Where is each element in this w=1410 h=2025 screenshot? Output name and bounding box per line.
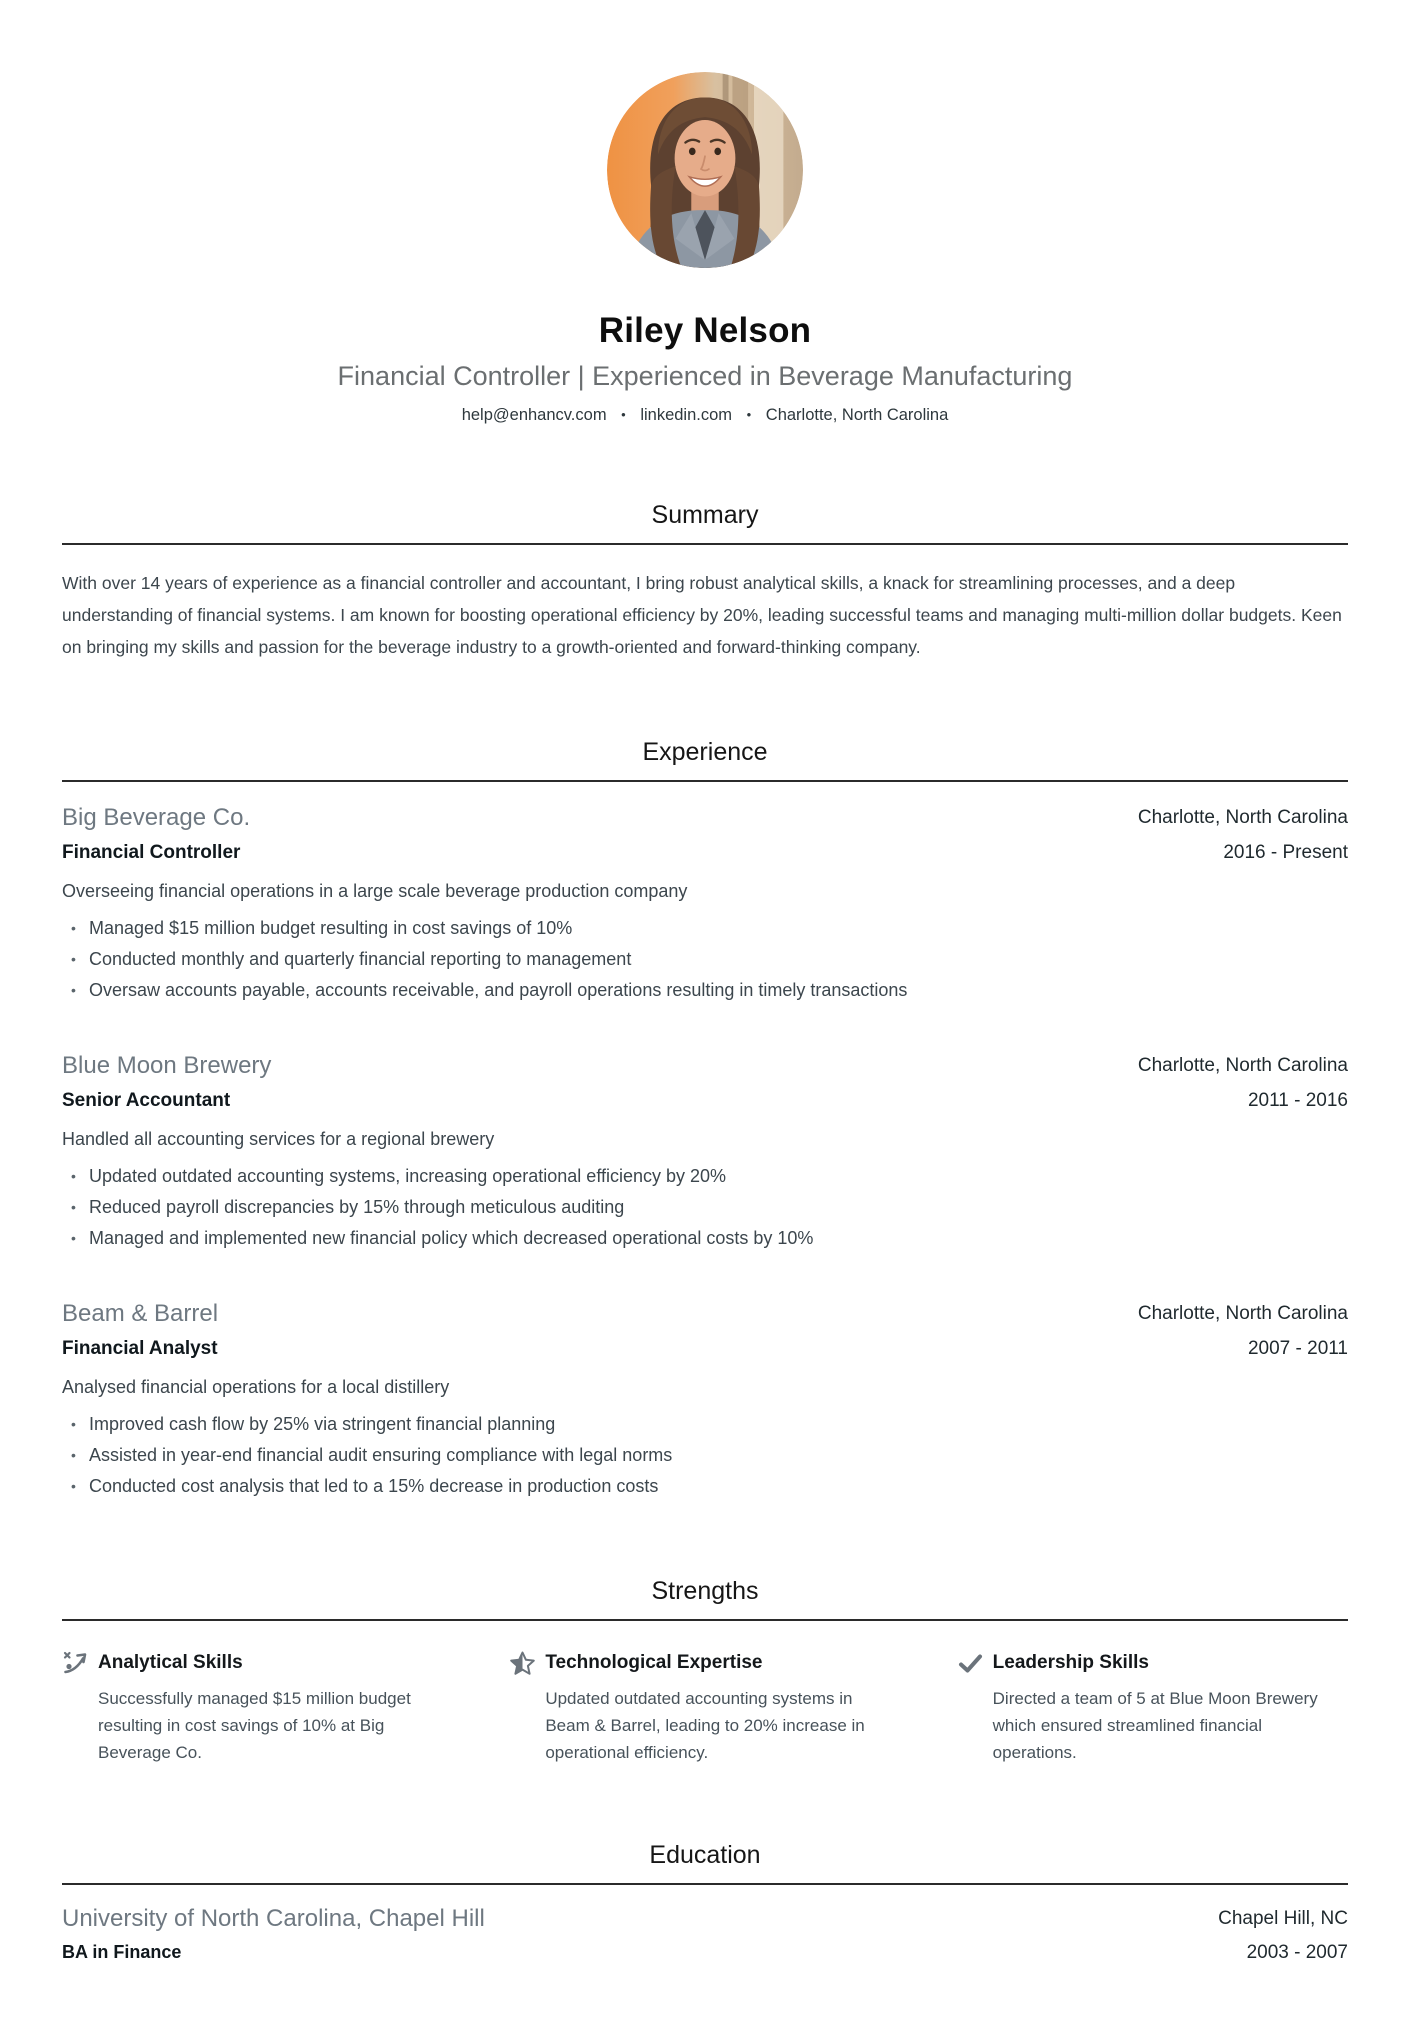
strength-title: Leadership Skills (992, 1652, 1149, 1673)
company-name: Blue Moon Brewery (62, 1052, 272, 1079)
job-dates: 2011 - 2016 (1247, 1090, 1348, 1111)
job-bullets (62, 913, 1348, 1006)
job-description: Analysed financial operations for a local distillery (62, 1377, 450, 1397)
job-bullet: • Managed and implemented new financial policy which decreased operational costs by 10% (62, 1223, 1348, 1254)
strength-body (993, 1649, 1348, 1766)
job-location: Charlotte, North Carolina (1137, 1055, 1348, 1076)
contact-email[interactable]: help@enhancv.com (461, 406, 607, 424)
job-bullet: • Managed $15 million budget resulting in cost savings of 10% (62, 913, 1348, 944)
strength-text: Directed a team of 5 at Blue Moon Brewery which ensured streamlined financial operations. (992, 1689, 1318, 1762)
strength-item (509, 1649, 900, 1766)
job-role: Financial Controller (62, 842, 241, 863)
resume-header (62, 72, 1348, 426)
job-role: Financial Analyst (62, 1338, 218, 1359)
experience-heading: Experience (642, 738, 768, 766)
job-left (62, 802, 250, 866)
job-location: Charlotte, North Carolina (1137, 807, 1348, 828)
strengths-heading: Strengths (651, 1577, 759, 1605)
contact-location: Charlotte, North Carolina (765, 406, 949, 424)
section-divider (62, 543, 1348, 545)
strength-body (545, 1649, 900, 1766)
section-education (62, 1840, 1348, 1965)
job-location: Charlotte, North Carolina (1137, 1303, 1348, 1324)
job-bullets (62, 1409, 1348, 1502)
company-name: Big Beverage Co. (62, 804, 251, 831)
job-role: Senior Accountant (62, 1090, 231, 1111)
section-strengths (62, 1576, 1348, 1766)
strength-item (957, 1649, 1348, 1766)
job-bullet: • Assisted in year-end financial audit ensuring compliance with legal norms (62, 1440, 1348, 1471)
experience-item (62, 802, 1348, 1006)
strength-title: Technological Expertise (545, 1652, 763, 1673)
job-bullet: • Oversaw accounts payable, accounts receivable, and payroll operations resulting in timely transactions (62, 975, 1348, 1006)
experience-item (62, 1050, 1348, 1254)
contact-separator-dot: • (746, 407, 752, 422)
section-divider (62, 780, 1348, 782)
job-bullet: • Conducted cost analysis that led to a 15% decrease in production costs (62, 1471, 1348, 1502)
section-divider (62, 1883, 1348, 1885)
school-name: University of North Carolina, Chapel Hill (62, 1905, 485, 1932)
job-left (62, 1050, 271, 1114)
job-right (1138, 1050, 1348, 1114)
profile-photo (607, 72, 803, 268)
education-item (62, 1903, 1348, 1965)
education-dates: 2003 - 2007 (1246, 1942, 1348, 1963)
job-bullets (62, 1161, 1348, 1254)
summary-text: With over 14 years of experience as a financial controller and accountant, I bring robust analytical skills, a knack for streamlining processes, and a deep understanding of financial systems. I am known for boosting operational efficiency by 20%, leading successful teams and managing multi-million dollar budgets. Keen on bringing my skills and passion for the beverage industry to a growth-oriented and forward-thinking company. (62, 573, 1342, 657)
contact-linkedin[interactable]: linkedin.com (640, 406, 733, 424)
education-left (62, 1903, 485, 1965)
job-bullet: • Reduced payroll discrepancies by 15% through meticulous auditing (62, 1192, 1348, 1223)
contact-separator-dot: • (621, 407, 626, 422)
job-description: Overseeing financial operations in a large scale beverage production company (62, 881, 688, 901)
job-bullet: • Conducted monthly and quarterly financial reporting to management (62, 944, 1348, 975)
education-location: Chapel Hill, NC (1218, 1908, 1348, 1929)
half-star-icon (509, 1650, 536, 1677)
person-title: Financial Controller | Experienced in Beverage Manufacturing (337, 361, 1073, 391)
job-bullet: • Improved cash flow by 25% via stringent financial planning (62, 1409, 1348, 1440)
degree: BA in Finance (62, 1942, 182, 1962)
company-name: Beam & Barrel (62, 1300, 219, 1327)
contact-row (62, 404, 1348, 426)
summary-heading: Summary (651, 501, 759, 529)
job-right (1138, 1298, 1348, 1362)
job-right (1138, 802, 1348, 866)
strength-item (62, 1649, 453, 1766)
strength-text: Successfully managed $15 million budget resulting in cost savings of 10% at Big Beverage Co. (98, 1689, 411, 1762)
job-description: Handled all accounting services for a regional brewery (62, 1129, 495, 1149)
strengths-grid (62, 1649, 1348, 1766)
job-header (62, 802, 1348, 866)
strength-body (98, 1649, 453, 1766)
job-header (62, 1050, 1348, 1114)
job-dates: 2016 - Present (1223, 842, 1348, 863)
education-heading: Education (649, 1841, 761, 1869)
job-header (62, 1298, 1348, 1362)
person-name: Riley Nelson (598, 311, 812, 350)
section-divider (62, 1619, 1348, 1621)
trend-chart-icon (62, 1650, 89, 1677)
experience-item (62, 1298, 1348, 1502)
job-dates: 2007 - 2011 (1247, 1338, 1348, 1359)
checkmark-icon (957, 1650, 984, 1677)
job-bullet: • Updated outdated accounting systems, increasing operational efficiency by 20% (62, 1161, 1348, 1192)
education-right (1218, 1903, 1348, 1965)
education-header (62, 1903, 1348, 1965)
strength-title: Analytical Skills (98, 1652, 243, 1673)
section-summary (62, 500, 1348, 663)
job-left (62, 1298, 218, 1362)
strength-text: Updated outdated accounting systems in Beam & Barrel, leading to 20% increase in operational efficiency. (545, 1689, 865, 1762)
section-experience (62, 737, 1348, 1502)
